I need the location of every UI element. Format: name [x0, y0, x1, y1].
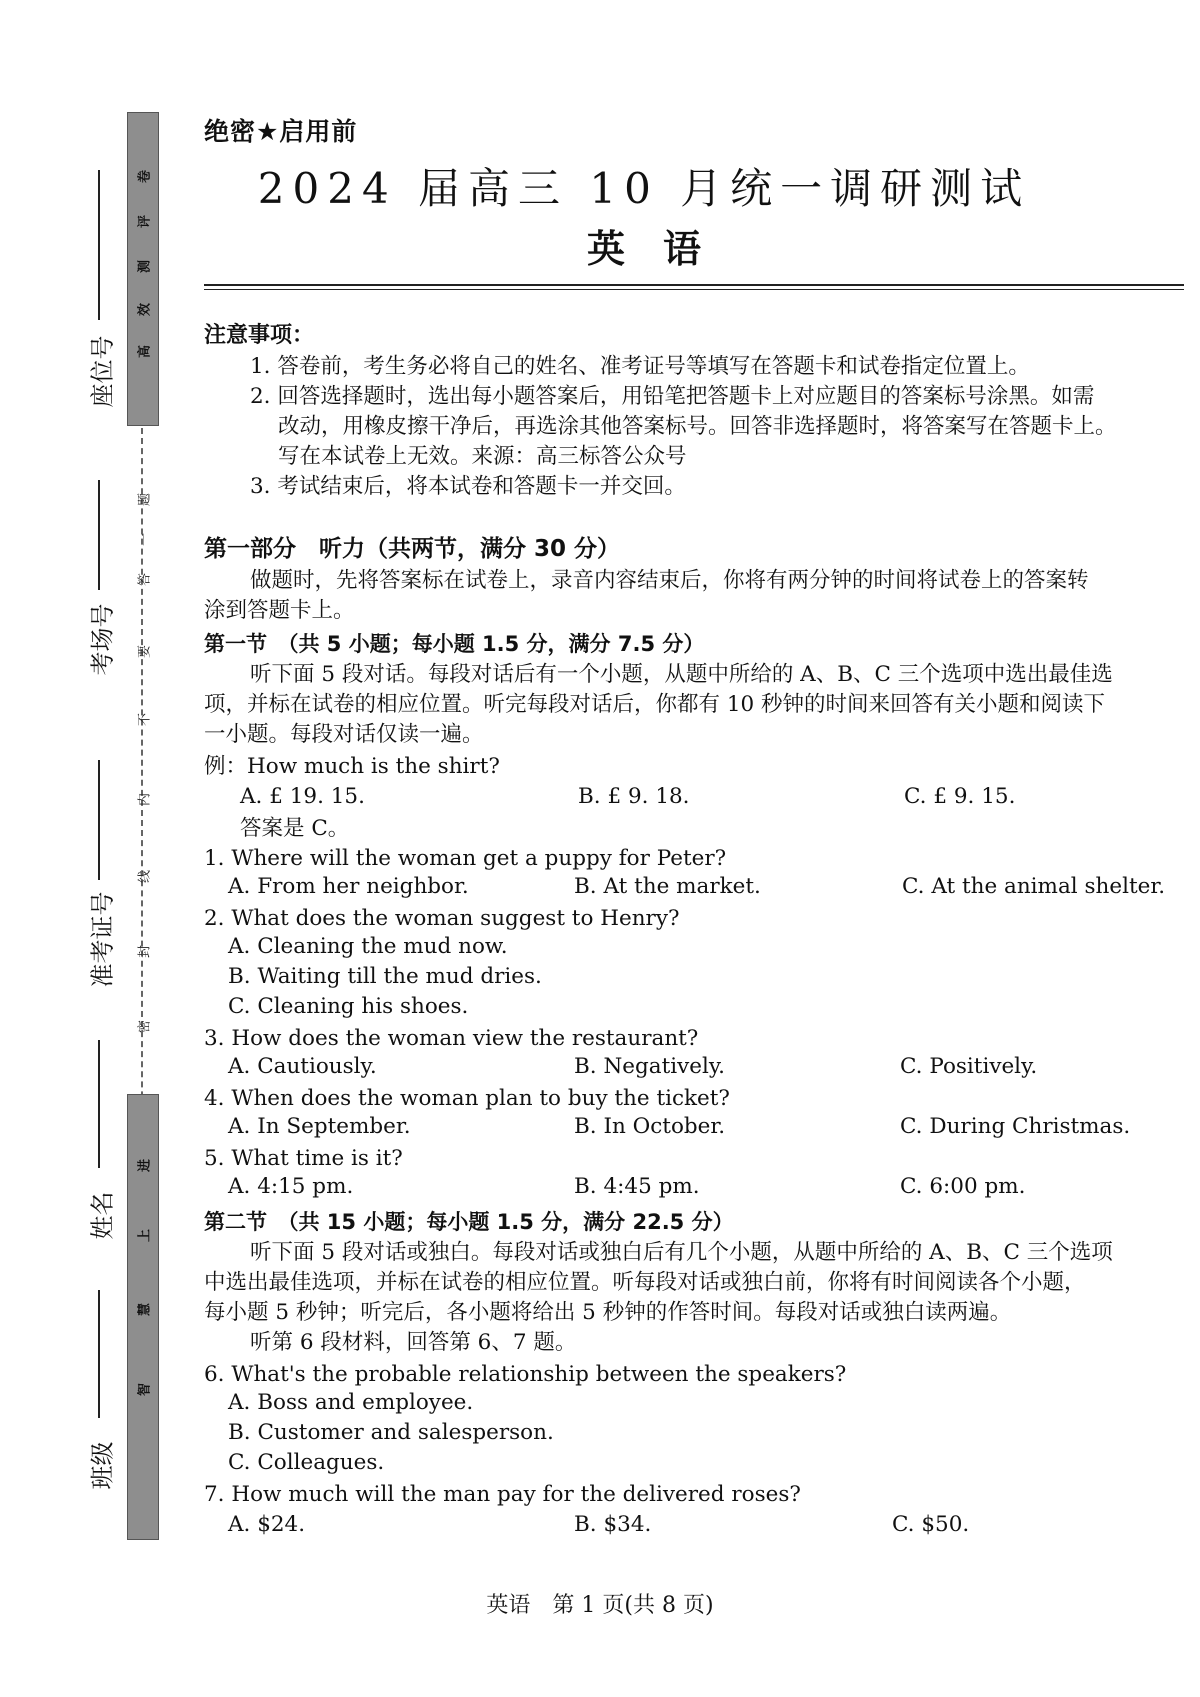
strip-char: 答: [137, 573, 153, 587]
section2-intro: 听下面 5 段对话或独白。每段对话或独白后有几个小题，从题中所给的 A、B、C 三个选项: [250, 1240, 1113, 1265]
answer-option[interactable]: C. Cleaning his shoes.: [228, 994, 469, 1019]
question-text: 7. How much will the man pay for the delivered roses?: [204, 1482, 801, 1507]
example-answer: 答案是 C。: [240, 816, 350, 841]
notice-item: 1. 答卷前，考生务必将自己的姓名、准考证号等填写在答题卡和试卷指定位置上。: [250, 354, 1030, 379]
confidential-mark: 绝密★启用前: [204, 117, 358, 146]
seat-number-line: [98, 170, 100, 320]
page-footer: 英语 第 1 页(共 8 页): [486, 1593, 714, 1618]
strip-char: 测: [137, 260, 153, 274]
answer-option[interactable]: B. Waiting till the mud dries.: [228, 964, 542, 989]
part1-intro: 涂到答题卡上。: [204, 598, 355, 623]
strip-char: 不: [137, 713, 153, 727]
answer-option[interactable]: B. In October.: [574, 1114, 726, 1139]
answer-option[interactable]: B. Negatively.: [574, 1054, 725, 1079]
answer-option[interactable]: A. In September.: [228, 1114, 411, 1139]
strip-char: 慧: [137, 1303, 153, 1317]
class-label: 班级: [88, 1441, 117, 1490]
answer-option[interactable]: C. Positively.: [900, 1054, 1038, 1079]
section1-intro: 听下面 5 段对话。每段对话后有一个小题，从题中所给的 A、B、C 三个选项中选出最佳选: [250, 662, 1113, 687]
admission-number-field[interactable]: [72, 760, 132, 1040]
section2-material: 听第 6 段材料，回答第 6、7 题。: [250, 1330, 577, 1355]
answer-option[interactable]: C. $50.: [892, 1512, 970, 1537]
example-question: 例：How much is the shirt?: [204, 754, 500, 779]
header-divider: [204, 284, 1184, 286]
strip-char: 封: [137, 945, 153, 959]
strip-char: 智: [137, 1383, 153, 1397]
class-field[interactable]: [72, 1290, 132, 1490]
example-option: B. £ 9. 18.: [578, 784, 690, 809]
section2-intro: 每小题 5 秒钟；听完后，各小题将给出 5 秒钟的作答时间。每段对话或独白读两遍。: [204, 1300, 1012, 1325]
question-text: 5. What time is it?: [204, 1146, 403, 1171]
answer-option[interactable]: A. $24.: [228, 1512, 306, 1537]
section1-heading: 第一节 （共 5 小题；每小题 1.5 分，满分 7.5 分）: [204, 632, 705, 656]
answer-option[interactable]: B. Customer and salesperson.: [228, 1420, 554, 1445]
notice-item: 2. 回答选择题时，选出每小题答案后，用铅笔把答题卡上对应题目的答案标号涂黑。如需: [250, 384, 1095, 409]
exam-room-line: [98, 480, 100, 590]
strip-char: 题: [137, 493, 153, 507]
answer-option[interactable]: C. During Christmas.: [900, 1114, 1131, 1139]
admission-number-line: [98, 760, 100, 880]
seat-number-field[interactable]: [72, 170, 132, 430]
answer-option[interactable]: A. Boss and employee.: [228, 1390, 474, 1415]
answer-option[interactable]: B. $34.: [574, 1512, 652, 1537]
exam-room-label: 考场号: [88, 603, 117, 676]
answer-option[interactable]: A. Cautiously.: [228, 1054, 377, 1079]
strip-char: 效: [137, 303, 153, 317]
exam-room-field[interactable]: [72, 480, 132, 710]
seat-number-label: 座位号: [88, 335, 117, 408]
answer-option[interactable]: C. 6:00 pm.: [900, 1174, 1026, 1199]
answer-option[interactable]: B. At the market.: [574, 874, 761, 899]
strip-char: 高: [137, 345, 153, 359]
name-line: [98, 1040, 100, 1168]
name-label: 姓名: [88, 1191, 117, 1240]
question-text: 1. Where will the woman get a puppy for Peter?: [204, 846, 727, 871]
part1-heading: 第一部分 听力（共两节，满分 30 分）: [204, 536, 621, 562]
notice-item: 3. 考试结束后，将本试卷和答题卡一并交回。: [250, 474, 686, 499]
section1-intro: 一小题。每段对话仅读一遍。: [204, 722, 484, 747]
strip-char: 上: [137, 1229, 153, 1243]
strip-char: 一: [137, 533, 153, 547]
answer-option[interactable]: B. 4:45 pm.: [574, 1174, 700, 1199]
answer-option[interactable]: A. From her neighbor.: [228, 874, 469, 899]
strip-char: 线: [137, 870, 153, 884]
notice-item: 写在本试卷上无效。来源：高三标答公众号: [278, 444, 687, 469]
question-text: 6. What's the probable relationship between the speakers?: [204, 1362, 847, 1387]
section1-intro: 项，并标在试卷的相应位置。听完每段对话后，你都有 10 秒钟的时间来回答有关小题和阅读下: [204, 692, 1106, 717]
name-field[interactable]: [72, 1040, 132, 1240]
example-option: C. £ 9. 15.: [904, 784, 1016, 809]
notice-heading: 注意事项：: [204, 323, 315, 348]
part1-intro: 做题时，先将答案标在试卷上，录音内容结束后，你将有两分钟的时间将试卷上的答案转: [250, 568, 1089, 593]
question-text: 2. What does the woman suggest to Henry?: [204, 906, 680, 931]
answer-option[interactable]: A. Cleaning the mud now.: [228, 934, 508, 959]
subject-title: 英语: [586, 227, 739, 271]
strip-char: 评: [137, 215, 153, 229]
question-text: 4. When does the woman plan to buy the ticket?: [204, 1086, 730, 1111]
example-option: A. £ 19. 15.: [240, 784, 365, 809]
section2-heading: 第二节 （共 15 小题；每小题 1.5 分，满分 22.5 分）: [204, 1210, 734, 1234]
answer-option[interactable]: A. 4:15 pm.: [228, 1174, 354, 1199]
strip-char: 内: [137, 793, 153, 807]
section2-intro: 中选出最佳选项，并标在试卷的相应位置。听每段对话或独白前，你将有时间阅读各个小题，: [204, 1270, 1086, 1295]
answer-option[interactable]: C. Colleagues.: [228, 1450, 385, 1475]
notice-item: 改动，用橡皮擦干净后，再选涂其他答案标号。回答非选择题时，将答案写在答题卡上。: [278, 414, 1117, 439]
class-line: [98, 1290, 100, 1418]
admission-number-label: 准考证号: [88, 891, 117, 988]
question-text: 3. How does the woman view the restaurant?: [204, 1026, 699, 1051]
strip-char: 进: [137, 1159, 153, 1173]
answer-option[interactable]: C. At the animal shelter.: [902, 874, 1166, 899]
strip-char: 密: [137, 1020, 153, 1034]
strip-char: 要: [137, 645, 153, 659]
strip-char: 卷: [137, 170, 153, 184]
header-divider-thin: [204, 289, 1184, 290]
page-title: 2024 届高三 10 月统一调研测试: [257, 164, 1031, 213]
